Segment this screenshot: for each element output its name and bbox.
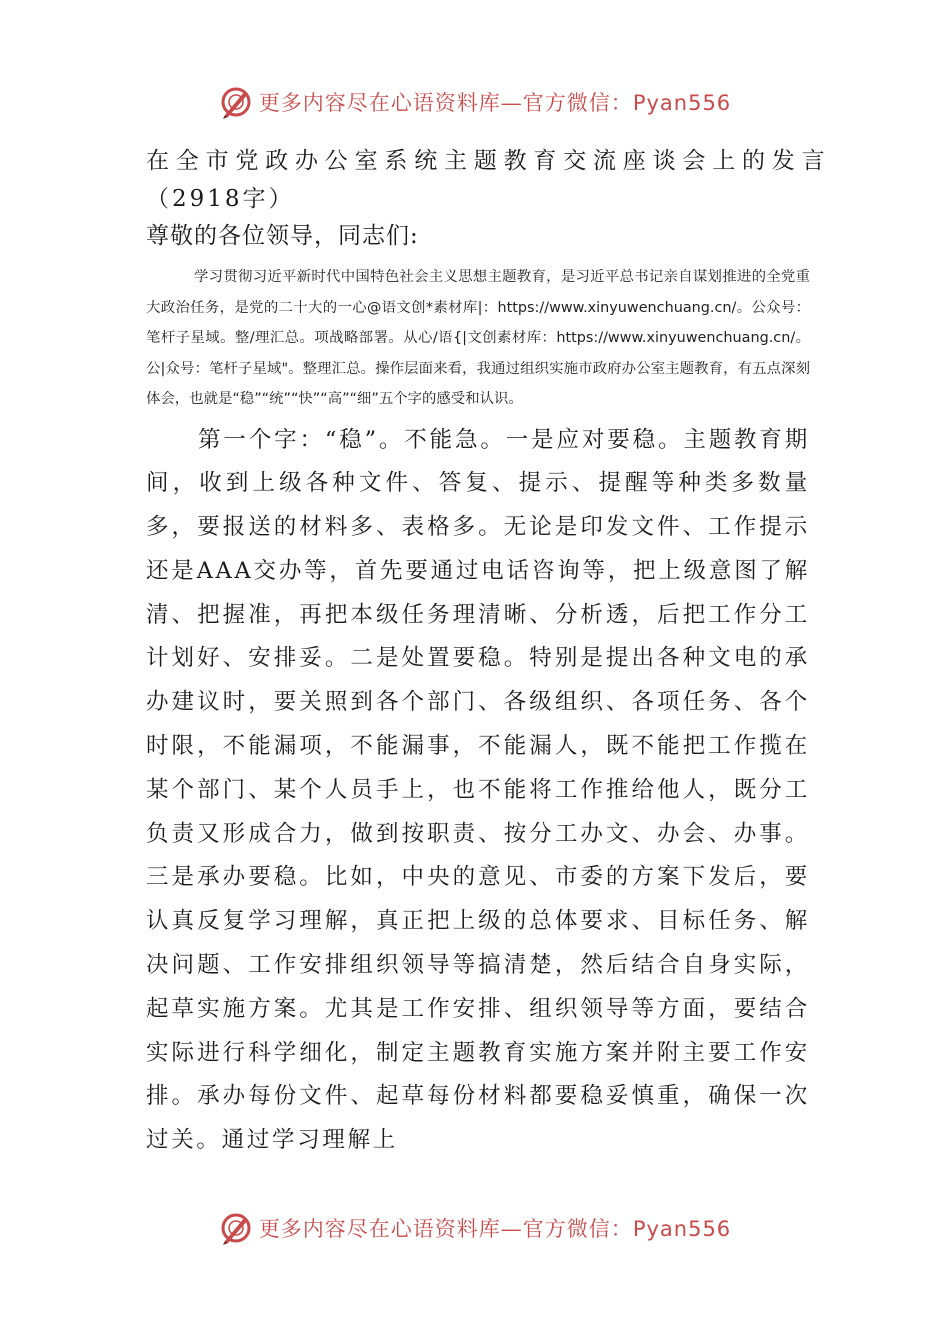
greeting: 尊敬的各位领导，同志们: xyxy=(146,223,419,249)
banner-brand: Pyan556 xyxy=(632,1217,732,1241)
banner-text: 更多内容尽在心语资料库—官方微信：Pyan556 xyxy=(258,91,732,115)
pen-circle-logo-icon xyxy=(219,85,253,119)
intro-paragraph: 学习贯彻习近平新时代中国特色社会主义思想主题教育，是习近平总书记亲自谋划推进的全党重大政治任务，是党的二十大的一心@语文创*素材库|：https://www.xinyuwenchuang.cn/。公众号：笔杆子星域。整/理汇总。项战略部署。从心/语{|文创素材库：https://www.xinyuwenchuang.cn/。公|众号：笔杆子星域"。整理汇总。操作层面来看，我通过组织实施市政府办公室主题教育，有五点深刻体会，也就是“稳”“统”“快”“高”“细”五个字的感受和认识。 xyxy=(146,269,810,407)
footer-banner xyxy=(0,1208,950,1248)
banner-brand: Pyan556 xyxy=(632,91,732,115)
document-title: 在全市党政办公室系统主题教育交流座谈会上的发言 xyxy=(146,148,832,174)
header-banner xyxy=(0,82,950,122)
document-body xyxy=(146,140,832,1163)
document-word-count: （2918字） xyxy=(146,186,295,212)
pen-circle-logo-icon xyxy=(219,1211,253,1245)
banner-text: 更多内容尽在心语资料库—官方微信：Pyan556 xyxy=(258,1217,732,1241)
body-paragraph-1: 第一个字：“稳”。不能急。一是应对要稳。主题教育期间，收到上级各种文件、答复、提示、提醒等种类多数量多，要报送的材料多、表格多。无论是印发文件、工作提示还是AAA交办等，首先要通过电话咨询等，把上级意图了解清、把握准，再把本级任务理清晰、分析透，后把工作分工计划好、安排妥。二是处置要稳。特别是提出各种文电的承办建议时，要关照到各个部门、各级组织、各项任务、各个时限，不能漏项，不能漏事，不能漏人，既不能把工作揽在某个部门、某个人员手上，也不能将工作推给他人，既分工负责又形成合力，做到按职责、按分工办文、办会、办事。三是承办要稳。比如，中央的意见、市委的方案下发后，要认真反复学习理解，真正把上级的总体要求、目标任务、解决问题、工作安排组织领导等搞清楚，然后结合自身实际，起草实施方案。尤其是工作安排、组织领导等方面，要结合实际进行科学细化，制定主题教育实施方案并附主要工作安排。承办每份文件、起草每份材料都要稳妥慎重，确保一次过关。通过学习理解上 xyxy=(146,426,810,1154)
